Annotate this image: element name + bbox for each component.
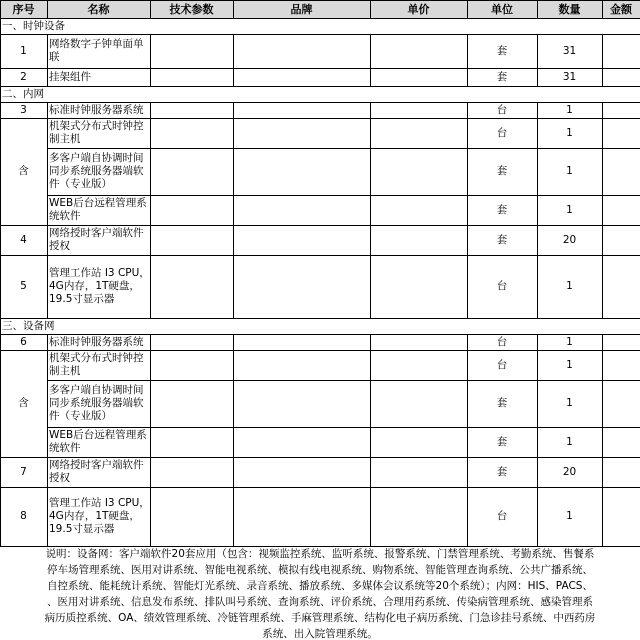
grid-vline bbox=[150, 102, 151, 318]
grid-vline bbox=[602, 0, 603, 18]
row-seq: 7 bbox=[20, 465, 27, 478]
row-qty: 1 bbox=[566, 510, 573, 522]
header-brand: 品牌 bbox=[233, 0, 370, 18]
row-seq: 2 bbox=[20, 70, 27, 83]
row-qty: 1 bbox=[566, 103, 573, 116]
header-spec: 技术参数 bbox=[150, 0, 233, 18]
grid-hline bbox=[0, 86, 640, 87]
row-name: WEB后台远程管理系统软件 bbox=[49, 429, 147, 454]
grid-vline bbox=[370, 102, 371, 318]
grid-vline bbox=[467, 334, 468, 546]
grid-vline bbox=[602, 34, 603, 86]
row-name: 网络授时客户端软件授权 bbox=[49, 227, 144, 252]
grid-vline bbox=[537, 102, 538, 318]
grid-hline bbox=[0, 334, 640, 335]
grid-hline bbox=[47, 195, 640, 196]
header-seq: 序号 bbox=[0, 0, 47, 18]
header-name: 名称 bbox=[47, 0, 150, 18]
row-unit: 套 bbox=[496, 44, 508, 57]
grid-vline bbox=[370, 34, 371, 86]
row-qty: 20 bbox=[562, 233, 577, 246]
grid-vline bbox=[233, 102, 234, 318]
grid-vline bbox=[537, 34, 538, 86]
row-name: 管理工作站 I3 CPU，4G内存，1T硬盘，19.5寸显示器 bbox=[49, 497, 150, 535]
grid-vline bbox=[47, 102, 48, 318]
notes-line: 系统、出入院管理系统。 bbox=[262, 628, 378, 640]
grid-hline bbox=[0, 318, 640, 319]
row-unit: 台 bbox=[496, 358, 508, 371]
row-unit: 套 bbox=[496, 165, 508, 177]
row-unit: 套 bbox=[496, 203, 508, 216]
row-name: 多客户端自协调时间同步系统服务器端软件（专业版） bbox=[49, 384, 144, 422]
grid-vline bbox=[467, 0, 468, 18]
row-unit: 套 bbox=[496, 233, 508, 246]
row-seq: 6 bbox=[20, 335, 27, 348]
grid-vline bbox=[467, 34, 468, 86]
grid-vline bbox=[370, 334, 371, 546]
grid-hline bbox=[0, 18, 640, 19]
row-unit: 台 bbox=[496, 126, 508, 139]
notes-line: 自控系统、能耗统计系统、智能灯光系统、录音系统、播放系统、多媒体会议系统等20个系统）；内网：HIS、PACS、 bbox=[47, 580, 593, 592]
grid-vline bbox=[150, 0, 151, 18]
grid-hline bbox=[0, 0, 640, 1]
row-qty: 1 bbox=[566, 280, 573, 292]
notes-line: 病历质控系统、OA、绩效管理系统、冷链管理系统、手麻管理系统、结构化电子病历系统、门急诊挂号系统、中西药房 bbox=[44, 612, 596, 624]
grid-hline bbox=[0, 68, 640, 69]
header-qty: 数量 bbox=[537, 0, 602, 18]
row-qty: 20 bbox=[562, 465, 577, 478]
row-unit: 台 bbox=[496, 510, 508, 522]
grid-vline bbox=[537, 334, 538, 546]
row-qty: 1 bbox=[566, 358, 573, 371]
included-label: 含 bbox=[18, 397, 29, 409]
row-qty: 1 bbox=[566, 203, 573, 216]
grid-hline bbox=[47, 427, 640, 428]
grid-vline bbox=[233, 34, 234, 86]
row-seq: 3 bbox=[20, 103, 27, 116]
section-title: 二、内网 bbox=[2, 87, 44, 100]
grid-vline bbox=[602, 334, 603, 546]
grid-hline bbox=[0, 118, 640, 119]
grid-vline bbox=[47, 34, 48, 86]
row-qty: 1 bbox=[566, 335, 573, 348]
row-name: 网络授时客户端软件授权 bbox=[49, 459, 144, 484]
grid-vline bbox=[370, 0, 371, 18]
included-label: 含 bbox=[18, 165, 29, 177]
row-unit: 套 bbox=[496, 397, 508, 409]
row-seq: 4 bbox=[20, 233, 27, 246]
grid-vline bbox=[47, 334, 48, 546]
row-unit: 套 bbox=[496, 70, 508, 83]
row-qty: 1 bbox=[566, 435, 573, 448]
row-name: WEB后台远程管理系统软件 bbox=[49, 197, 147, 222]
row-qty: 1 bbox=[566, 126, 573, 139]
header-unit: 单位 bbox=[467, 0, 537, 18]
grid-hline bbox=[0, 487, 640, 488]
grid-vline bbox=[47, 0, 48, 18]
row-qty: 31 bbox=[562, 70, 577, 83]
row-unit: 套 bbox=[496, 435, 508, 448]
grid-vline bbox=[467, 102, 468, 318]
row-qty: 1 bbox=[566, 165, 573, 177]
row-qty: 31 bbox=[562, 44, 577, 57]
grid-vline bbox=[150, 34, 151, 86]
grid-vline bbox=[233, 334, 234, 546]
row-seq: 1 bbox=[20, 44, 27, 57]
notes-block bbox=[0, 546, 640, 640]
grid-hline bbox=[0, 350, 640, 351]
row-unit: 台 bbox=[496, 280, 508, 292]
notes-line: 、医用对讲系统、信息发布系统、排队叫号系统、查询系统、评价系统、合理用药系统、传染病管理系统、感染管理系 bbox=[47, 596, 593, 608]
grid-hline bbox=[0, 225, 640, 226]
row-seq: 8 bbox=[20, 510, 27, 522]
row-name: 挂架组件 bbox=[49, 70, 91, 83]
row-unit: 台 bbox=[496, 103, 508, 116]
header-price: 单价 bbox=[370, 0, 467, 18]
row-qty: 1 bbox=[566, 397, 573, 409]
section-title: 三、设备网 bbox=[2, 319, 55, 332]
grid-vline bbox=[0, 0, 1, 546]
grid-hline bbox=[0, 34, 640, 35]
row-name: 机架式分布式时钟控制主机 bbox=[49, 352, 144, 377]
grid-hline bbox=[0, 102, 640, 103]
notes-line: 说明：设备网：客户端软件20套应用（包含：视频监控系统、监听系统、报警系统、门禁管理系统、考勤系统、售餐系 bbox=[45, 548, 595, 560]
grid-hline bbox=[47, 380, 640, 381]
grid-hline bbox=[47, 148, 640, 149]
row-name: 标准时钟服务器系统 bbox=[49, 103, 144, 116]
header-amount: 金额 bbox=[602, 0, 640, 18]
grid-vline bbox=[602, 102, 603, 318]
section-title: 一、时钟设备 bbox=[2, 19, 65, 32]
row-unit: 套 bbox=[496, 465, 508, 478]
row-name: 多客户端自协调时间同步系统服务器端软件（专业版） bbox=[49, 152, 144, 190]
row-name: 管理工作站 I3 CPU，4G内存，1T硬盘，19.5寸显示器 bbox=[49, 267, 150, 305]
grid-vline bbox=[233, 0, 234, 18]
row-unit: 台 bbox=[496, 335, 508, 348]
row-name: 标准时钟服务器系统 bbox=[49, 335, 144, 348]
row-name: 网络数字子钟单面单联 bbox=[49, 38, 144, 63]
grid-vline bbox=[537, 0, 538, 18]
grid-vline bbox=[150, 334, 151, 546]
notes-line: 停车场管理系统、医用对讲系统、智能电视系统、模拟有线电视系统、购物系统、智能管理查询系统、公共广播系统、 bbox=[47, 564, 593, 576]
row-seq: 5 bbox=[20, 280, 27, 292]
grid-hline bbox=[0, 457, 640, 458]
row-name: 机架式分布式时钟控制主机 bbox=[49, 120, 144, 145]
grid-hline bbox=[0, 255, 640, 256]
